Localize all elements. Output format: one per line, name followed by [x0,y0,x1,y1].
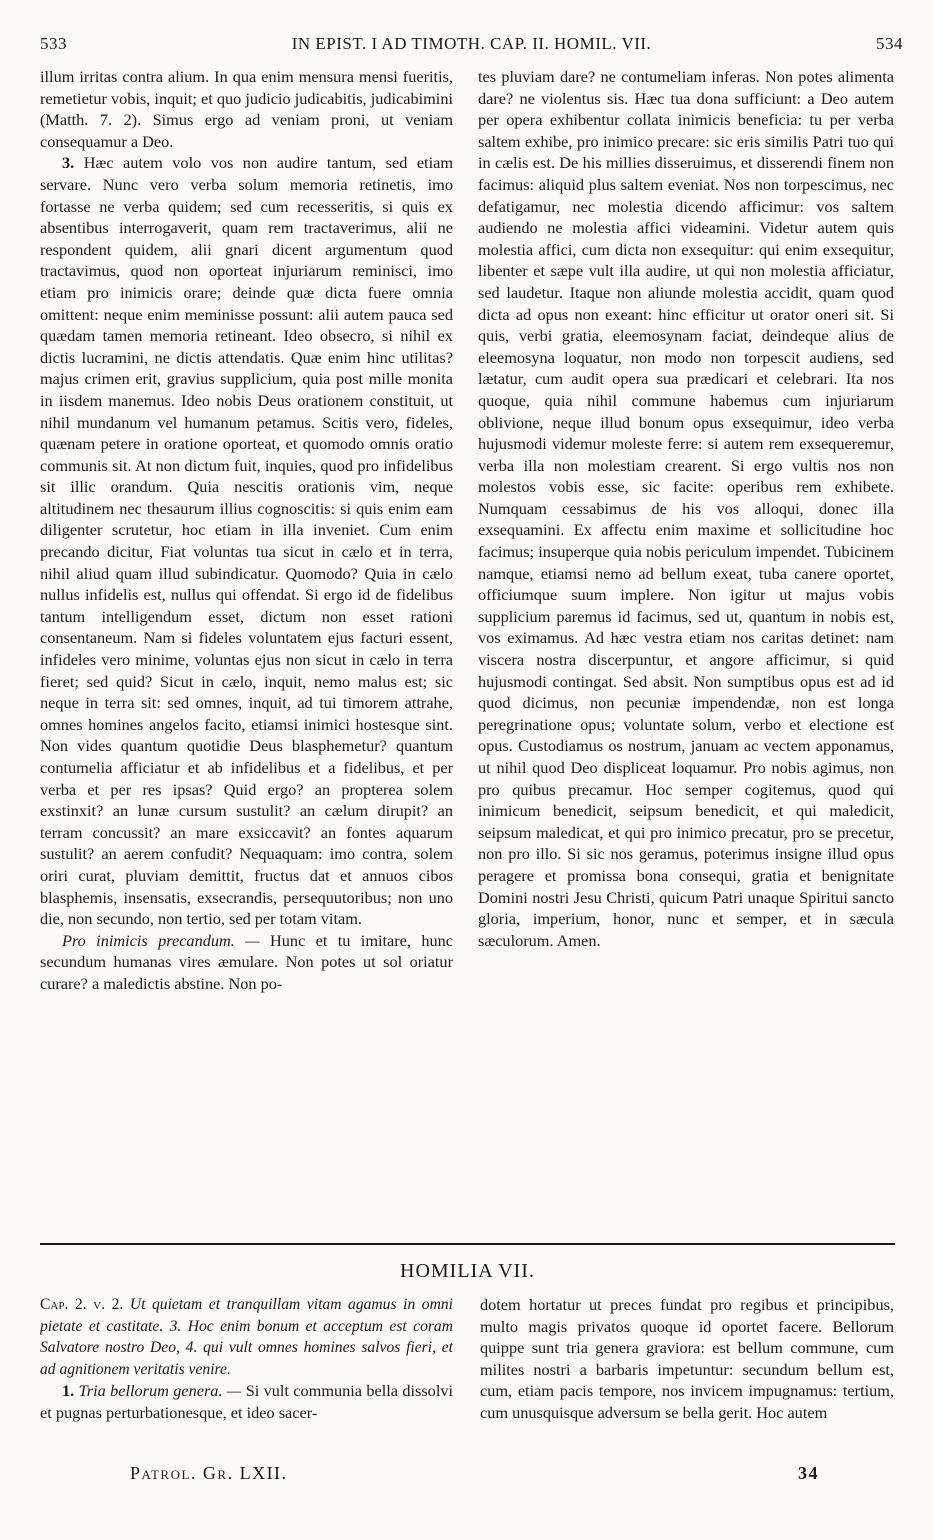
section-heading: Pro inimicis precandum. — [62,930,260,950]
series-signature: Patrol. Gr. LXII. [130,1463,288,1483]
right-paragraph-1: tes pluviam dare? ne contumeliam inferas. Non potes alimenta dare? ne violentus sis. Hæc tua dona sufficiunt: a Deo autem per opera exhibentur collata inimicis beneficia: tu per verba saltem exhibe, pro inimico precare: sic eris similis Patri tuo qui in cælis est. De his millies disseruimus, et disserendi finem non facimus: aliquid plus saltem eveniat. Nos non torpescimus, nec defatigamur, nec molestia dicendo afficimur: vos saltem audiendo ne molestia affici videamini. Videtur autem quis molestia affici, cum dicta non exsequitur: qui enim exsequitur, libenter et sæpe vult illa audire, ut qui non molestia afficiatur, sed laudetur. Itaque non aliunde molestia accidit, quam quod dicta ad opus non exeant: hinc efficitur ut orator oneri sit. Si quis, verbi gratia, eleemosynam faciat, deindeque alius de eleemosyna loquatur, non modo non torpescit audiens, sed lætatur, cum audit opera sua prædicari et celebrari. Ita nos quoque, quia nihil commune habemus cum injuriarum oblivione, neque illud bonum opus exsequimur, ideo verba hujusmodi videmur moleste ferre: si autem rem exsequeremur, verba illa non molestiam crearent. Si ergo vultis nos non molestos vobis esse, sic facite: operibus rem exhibete. Numquam cessabimus de his vos alloqui, donec illa exsequamini. Ex affectu enim maxime et sollicitudine hoc facimus; insuperque quia nobis periculum impendet. Tubicinem namque, etiamsi nemo ad bellum exeat, tuba canere oportet, officiumque suum implere. Non igitur ut majus vobis supplicium paremus id facimus, sed ut, quantum in nobis est, vos eximamus. Ad hæc vestra etiam nos caritas detinet: nam viscera nostra discerpuntur, et angore afficimur, si quid hujusmodi contingat. Sed absit. Non sumptibus opus est ad id quod dicimus, non pecuniæ impendendæ, non est longa peregrinatione opus; voluntate solum, verbo et electione est opus. Custodiamus os nostrum, januam ac vectem apponamus, ut nihil quod Deo displiceat loquamur. Pro nobis agimus, non pro quibus precamur. Hoc semper cogitemus, quod qui inimicum benedicit, seipsum benedicit, et qui maledicit, seipsum maledicat, et qui pro inimico precatur, pro se precetur, non pro illo. Si sic nos geramus, poterimus insigne illud opus peragere et promissa bona consequi, gratia et benignitate Domini nostri Jesu Christi, quicum Patri unaque Spiritui sancto gloria, imperium, honor, nunc et semper, et in sæcula sæculorum. Amen. [478,67,894,950]
section-divider [40,1243,895,1245]
left-column [40,66,453,1232]
homily-section-number: 1. [62,1381,75,1401]
homily-title: HOMILIA VII. [400,1260,535,1282]
left-paragraph-2-text: Hæc autem volo vos non audire tantum, sed etiam servare. Nunc vero verba solum memoria retinetis, imo fortasse ne verba quidem; sed cum recesseritis, si quis ex absentibus interrogaverit, quam rem tractaverimus, alii ne respondent quidem, alii gnari dicent argumentum quod tractavimus, quod non oporteat injuriarum reminisci, imo etiam pro inimicis orare; deinde quæ dicta fuere omnia omittent: neque enim meminisse possunt: alii autem pauca sed quædam tamen memoria retineant. Ideo obsecro, si nihil ex dictis lucramini, ne dictis attendatis. Quæ enim hinc utilitas? majus crimen erit, gravius supplicium, quia post mille monita in iisdem manemus. Ideo nobis Deus orationem constituit, ut nihil mundanum vel humanum petamus. Scitis vero, fideles, quænam petere in oratione oporteat, et quomodo omnis oratio communis sit. At non dictum fuit, inquies, quod pro infidelibus sit illic orandum. Quia nescitis orationis vim, neque altitudinem nec thesaurum illius cognoscitis: si quis enim eam diligenter scrutetur, hoc etiam in illa inveniet. Cum enim precando dicitur, Fiat voluntas tua sicut in cælo et in terra, nihil aliud quam illud subindicatur. Quomodo? Quia in cælo nullus infidelis est, nullus qui offendat. Si ergo id de fidelibus tantum intelligendum esset, dictum non esset rationi consentaneum. Nam si fideles voluntatem ejus facturi essent, infideles vero minime, voluntas ejus non sicut in cælo in terra fieret; sed quid? Sicut in cælo, inquit, nemo malus est; sic neque in terra sit: sed omnes, inquit, ad tui timorem attrahe, omnes homines angelos facito, etiamsi inimici hostesque sint. Non vides quantum quotidie Deus blasphemetur? quantum contumelia afficiatur et ab infidelibus et a fidelibus, et per verba et per res ipsas? Quid ergo? an propterea solem exstinxit? an lunæ cursum sustulit? an cælum dirupit? an terram concussit? an mare exsiccavit? an fontes aquarum sustulit? an aerem confudit? Nequaquam: imo contra, solem oriri curat, pluviam demittit, fructus dat et annuos cibos blasphemis, insensatis, exsecrandis, persequutoribus; non uno die, non secundo, non tertio, sed per totam vitam. [40,153,453,929]
homily-left-column [40,1294,453,1456]
right-page-number: 534 [876,34,903,53]
gathering-signature: 34 [798,1463,819,1483]
left-paragraph-1: illum irritas contra alium. In qua enim mensura mensi fueritis, remetietur vobis, inquit; et quo judicio judicabitis, judicabimini (Matth. 7. 2). Simus ergo ad veniam proni, ut veniam consequamur a Deo. [40,67,453,151]
left-paragraph-3 [40,930,453,995]
homily-paragraph-1-text: Si vult communia bella dissolvi et pugnas perturbationesque, et ideo sacer- [40,1381,453,1422]
left-paragraph-3-text: Hunc et tu imitare, hunc secundum humanas vires æmulare. Non potes ut sol oriatur curare? a maledictis abstine. Non po- [40,930,453,993]
chapter-reference: Cap. 2. v. 2. [40,1296,124,1313]
chapter-summary-text: Ut quietam et tranquillam vitam agamus in omni pietate et castitate. 3. Hoc enim bonum et acceptum est coram Salvatore nostro Deo, 4. qui vult omnes homines salvos fieri, et ad agnitionem veritatis venire. [40,1296,453,1378]
chapter-summary [40,1294,453,1380]
page-footer [40,1463,903,1489]
running-title: IN EPIST. I AD TIMOTH. CAP. II. HOMIL. VII. [291,34,652,53]
left-page-number: 533 [40,34,67,53]
running-header [40,34,903,58]
homily-section-heading: Tria bellorum genera. — [78,1381,242,1401]
right-column [478,66,894,1206]
homily-paragraph-continued: dotem hortatur ut preces fundat pro regibus et principibus, multo magis privatos quoque id oportet facere. Bellorum quippe sunt tria genera graviora: est bellum commune, cum milites nostri a barbaris impetuntur: secundum bellum est, cum, etiam pacis tempore, nos invicem impugnamus: tertium, cum unusquisque adversum se bella gerit. Hoc autem [480,1295,894,1422]
left-paragraph-2 [40,152,453,929]
homily-right-column [480,1294,894,1456]
section-number: 3. [62,153,75,173]
homily-paragraph-1 [40,1380,453,1423]
